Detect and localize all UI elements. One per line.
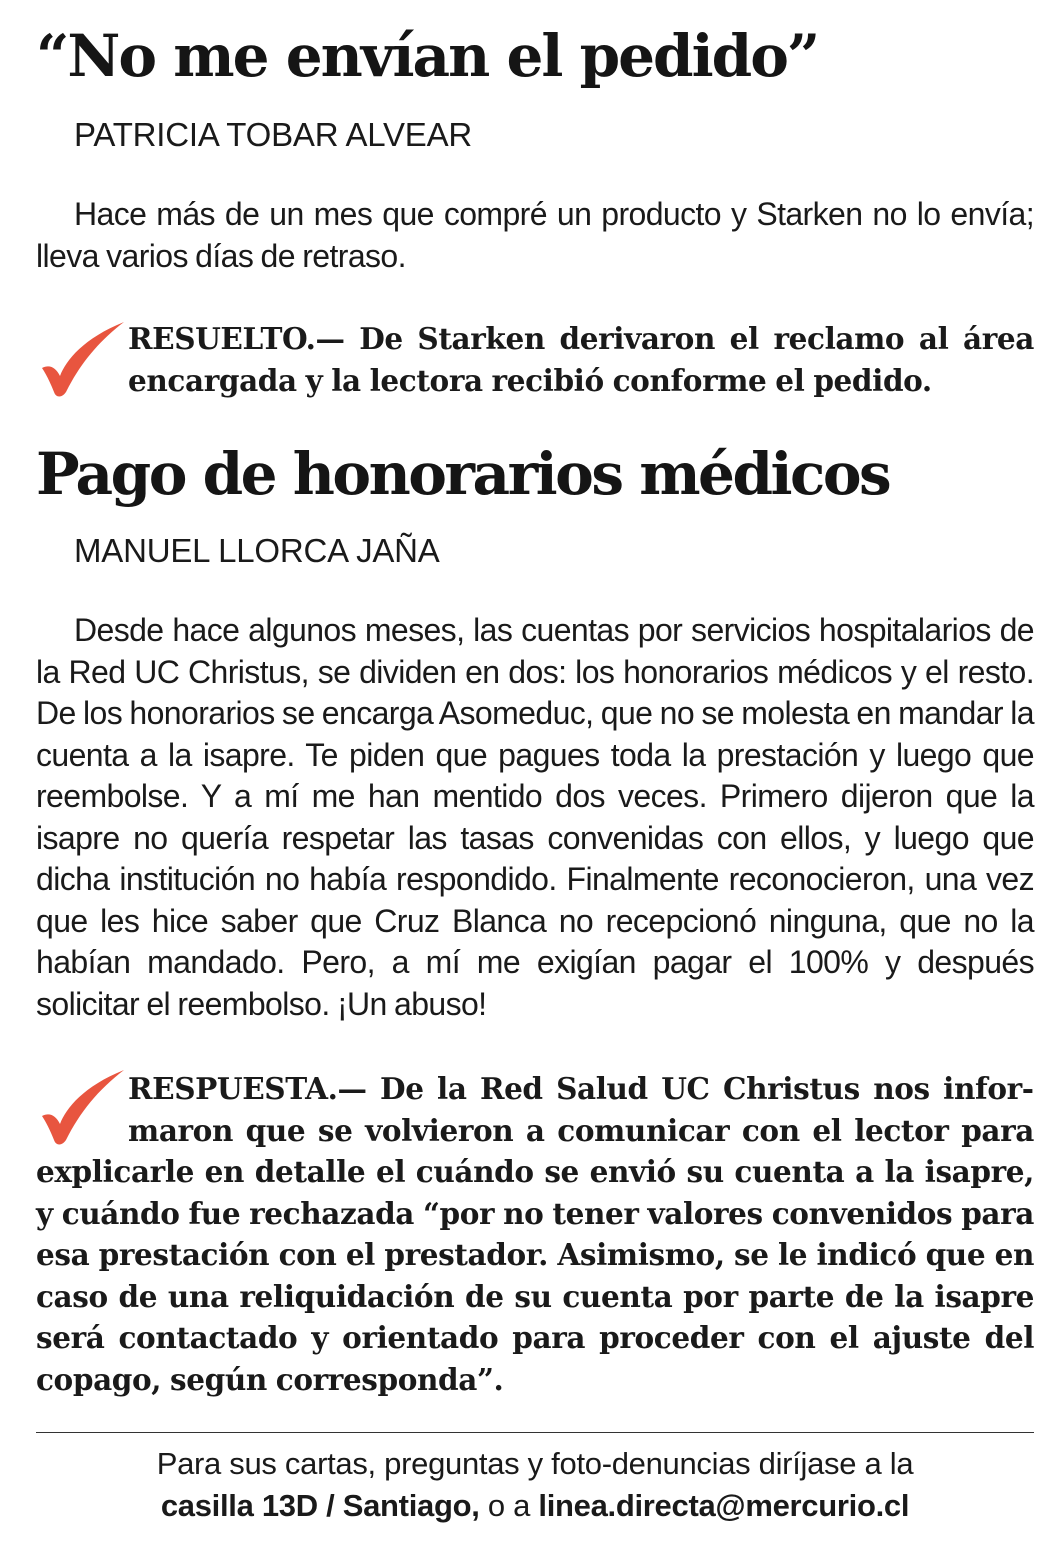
divider xyxy=(36,1432,1034,1433)
article2-headline: Pago de honorarios médicos xyxy=(36,440,890,508)
article1-body: Hace más de un mes que compré un producto y Starken no lo envía; lleva varios días de retraso. xyxy=(36,196,1034,274)
footer-address: casilla 13D / Santiago, xyxy=(160,1488,480,1523)
article2-answer-text: De la Red Salud UC Christus nos informaron que se volvieron a comunicar con el lector para explicarle en detalle el cuándo se envió su cuenta a la isapre, y cuándo fue rechazada “por no tener valores convenidos para esa prestación con el prestador. Asimismo, se le indicó que en caso de una reliquidación de su cuenta por parte de la isapre será contactado y orientado para proceder con el ajuste del copago, según corresponda”. xyxy=(36,1071,1034,1397)
article1-answer-text: De Starken derivaron el reclamo al área encargada y la lectora recibió conforme el pedido. xyxy=(128,321,1034,398)
footer-connector: o a xyxy=(479,1488,539,1523)
footer-email[interactable]: linea.directa@mercurio.cl xyxy=(538,1488,910,1523)
article1-headline: “No me envían el pedido” xyxy=(36,22,819,90)
footer-line1: Para sus cartas, preguntas y foto-denuncias diríjase a la xyxy=(156,1446,914,1481)
article1-author: PATRICIA TOBAR ALVEAR xyxy=(74,116,473,153)
article2-author: MANUEL LLORCA JAÑA xyxy=(74,532,440,569)
footer-line2 xyxy=(36,1486,1034,1526)
article2-answer-label: RESPUESTA.— xyxy=(128,1071,367,1106)
article1-answer-label: RESUELTO.— xyxy=(128,321,345,356)
article2-body: Desde hace algunos meses, las cuentas por servicios hospitalarios de la Red UC Christus, se dividen en dos: los honorarios médicos y el resto. De los honorarios se encarga Asomeduc, que no se molesta en mandar la cuenta a la isapre. Te piden que pagues toda la prestación y luego que reembolse. Y a mí me han mentido dos veces. Primero dijeron que la isapre no quería respetar las tasas convenidas con ellos, y luego que dicha institución no había respondido. Finalmente reconocieron, una vez que les hice saber que Cruz Blanca no recepcionó ninguna, que no la habían mandado. Pero, a mí me exigían pagar el 100% y después solicitar el reembolso. ¡Un abuso! xyxy=(36,612,1034,1022)
check-spacer xyxy=(36,318,128,401)
article2-answer xyxy=(36,1068,1034,1400)
article1-answer xyxy=(36,318,1034,401)
check-spacer xyxy=(36,1068,128,1151)
